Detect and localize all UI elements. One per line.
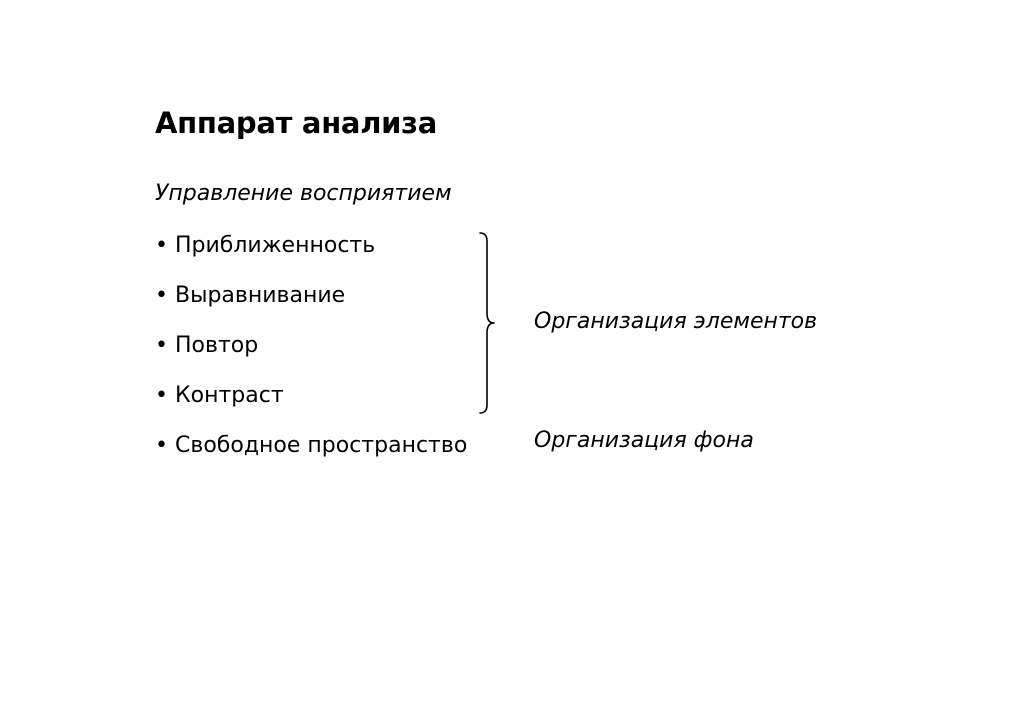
list-item-label: Выравнивание xyxy=(175,283,346,308)
bullet-icon: • xyxy=(155,433,168,458)
right-curly-brace-icon xyxy=(474,231,498,415)
bullet-icon: • xyxy=(155,383,168,408)
list-item-alignment xyxy=(155,279,467,329)
list-item-white-space xyxy=(155,429,467,479)
list-item-label: Повтор xyxy=(175,333,259,358)
note-elements-organization: Организация элементов xyxy=(534,309,818,334)
slide-title: Аппарат анализа xyxy=(155,106,437,140)
bullet-icon: • xyxy=(155,333,168,358)
principles-list xyxy=(155,229,467,479)
list-item-contrast xyxy=(155,379,467,429)
list-item-proximity xyxy=(155,229,467,279)
list-item-label: Контраст xyxy=(175,383,284,408)
bullet-icon: • xyxy=(155,283,168,308)
note-background-organization: Организация фона xyxy=(534,428,754,453)
list-item-label: Свободное пространство xyxy=(175,433,468,458)
list-item-repetition xyxy=(155,329,467,379)
list-item-label: Приближенность xyxy=(175,233,376,258)
bullet-icon: • xyxy=(155,233,168,258)
section-subtitle: Управление восприятием xyxy=(155,181,452,206)
